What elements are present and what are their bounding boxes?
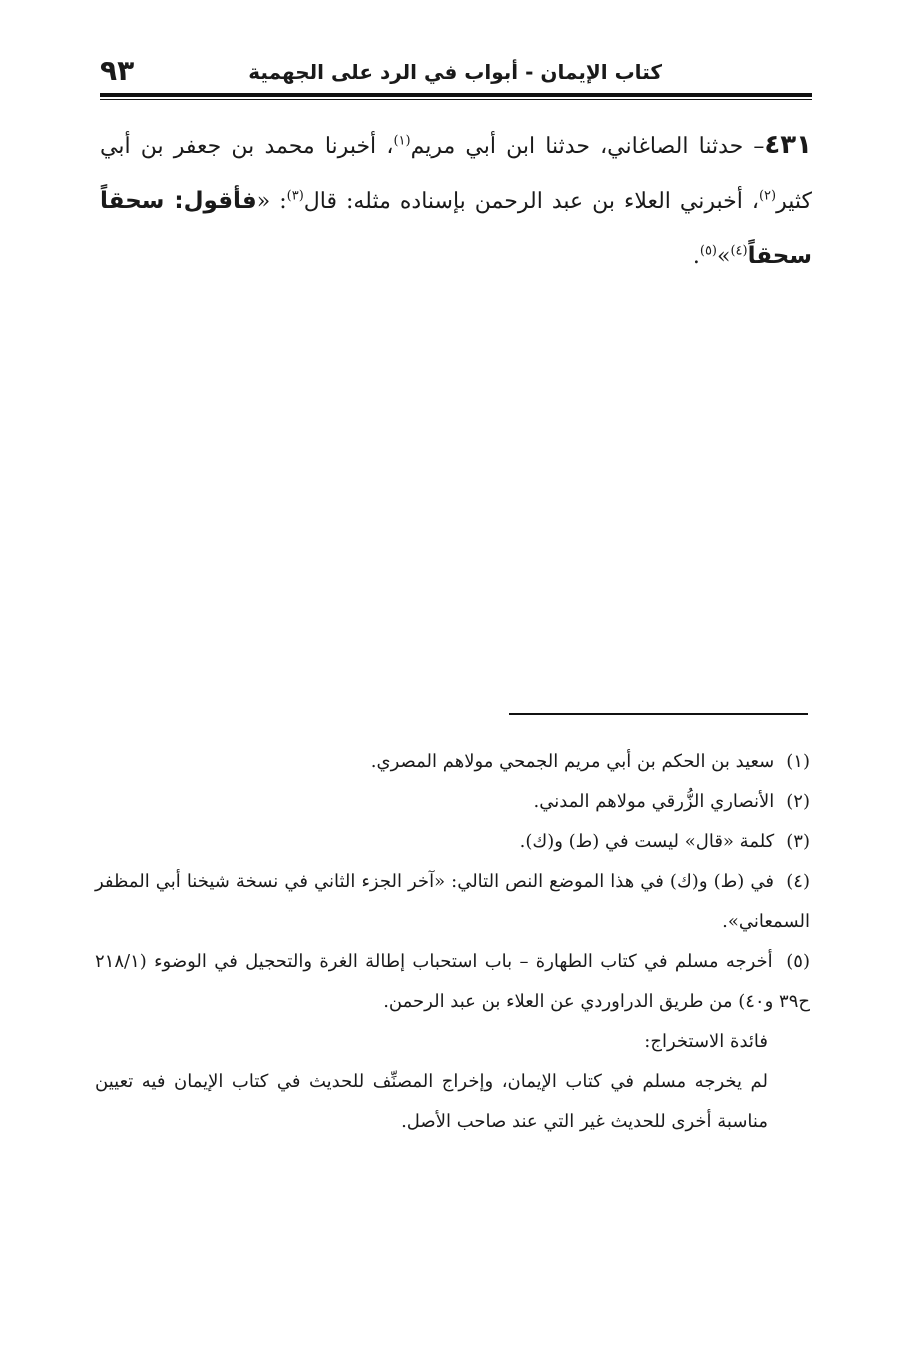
footnote-number: (٣) [786, 831, 810, 852]
hadith-paragraph [100, 118, 812, 284]
footnote-1 [95, 742, 810, 782]
footnote-separator [509, 713, 808, 715]
footnote-2 [95, 782, 810, 822]
header-rule-thick [100, 93, 812, 97]
quote-open: « [256, 189, 271, 214]
hadith-text-colon: : [279, 189, 287, 214]
header-rule-thin [100, 99, 812, 100]
hadith-end: . [692, 244, 700, 269]
footnote-number: (٢) [786, 791, 810, 812]
footnote-4 [95, 862, 810, 942]
page-number: ٩٣ [100, 54, 135, 87]
footnote-ref-5: (٥) [699, 243, 717, 259]
header-title: كتاب الإيمان - أبواب في الرد على الجهمية [248, 60, 662, 84]
benefit-text: لم يخرجه مسلم في كتاب الإيمان، وإخراج المصنِّف للحديث في كتاب الإيمان فيه تعيين مناسبة أخرى للحديث غير التي عند صاحب الأصل. [95, 1071, 768, 1132]
hadith-text-part1: – حدثنا الصاغاني، حدثنا ابن أبي مريم [410, 134, 765, 159]
footnote-number: (١) [786, 751, 810, 772]
hadith-text-part3: ، أخبرني العلاء بن عبد الرحمن بإسناده مثله: قال [303, 189, 759, 214]
footnote-ref-4: (٤) [730, 243, 748, 259]
footnote-text: سعيد بن الحكم بن أبي مريم الجمحي مولاهم المصري. [370, 751, 775, 772]
hadith-text-part2: ، أخبرنا محمد بن جعفر بن أبي كثير [100, 134, 812, 214]
footnote-text: في (ط) و(ك) في هذا الموضع النص التالي: «آخر الجزء الثاني في نسخة شيخنا أبي المظفر السمعاني». [95, 871, 810, 932]
footnote-number: (٤) [786, 871, 810, 892]
footnote-5 [95, 942, 810, 1022]
footnote-ref-2: (٢) [758, 188, 777, 204]
footnote-3 [95, 822, 810, 862]
benefit-heading: فائدة الاستخراج: [644, 1031, 768, 1052]
footnotes-section [95, 742, 810, 1142]
hadith-number: ٤٣١ [764, 130, 812, 160]
footnote-ref-3: (٣) [286, 188, 304, 204]
footnote-ref-1: (١) [393, 133, 411, 149]
running-header [100, 54, 812, 92]
footnote-text: الأنصاري الزُّرقي مولاهم المدني. [533, 791, 775, 812]
footnote-text: أخرجه مسلم في كتاب الطهارة – باب استحباب إطالة الغرة والتحجيل في الوضوء (٢١٨/١ ح٣٩ و٤٠) من طريق الدراوردي عن العلاء بن عبد الرحمن. [95, 951, 810, 1012]
quote-close: » [717, 244, 731, 269]
hadith-text [100, 118, 812, 284]
footnote-text: كلمة «قال» ليست في (ط) و(ك). [519, 831, 775, 852]
hadith-quote: فأقول: سحقاً سحقاً [100, 188, 812, 269]
footnote-number: (٥) [786, 951, 810, 972]
